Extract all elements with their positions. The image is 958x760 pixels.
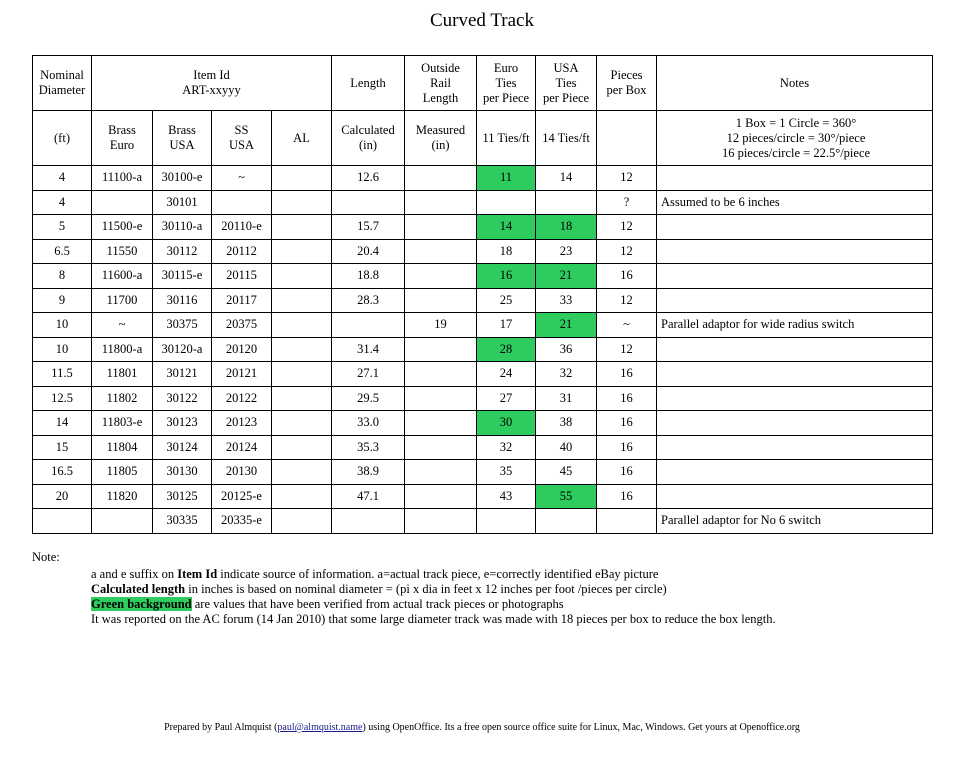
cell-brass-usa: 30123 [153, 411, 212, 436]
table-row [33, 386, 933, 411]
cell-measured-length [405, 264, 477, 289]
note-line-2 [91, 582, 776, 597]
header-usa-rate: 14 Ties/ft [536, 111, 597, 166]
cell-nominal-diameter: 10 [33, 313, 92, 338]
cell-euro-ties: 17 [477, 313, 536, 338]
header-pieces [597, 111, 657, 166]
cell-pieces-per-box: ~ [597, 313, 657, 338]
cell-ss-usa: 20120 [212, 337, 272, 362]
cell-ss-usa: 20124 [212, 435, 272, 460]
cell-euro-ties: 25 [477, 288, 536, 313]
cell-brass-euro [92, 190, 153, 215]
cell-usa-ties: 38 [536, 411, 597, 436]
cell-al [272, 435, 332, 460]
table-row [33, 239, 933, 264]
header-length: Length [332, 56, 405, 111]
note-text: indicate source of information. a=actual track piece, e=correctly identified eBay picture [217, 567, 659, 581]
header-pieces-per-box: Pieces per Box [597, 56, 657, 111]
cell-brass-euro: 11700 [92, 288, 153, 313]
table-row [33, 460, 933, 485]
cell-brass-usa: 30130 [153, 460, 212, 485]
cell-usa-ties: 18 [536, 215, 597, 240]
cell-pieces-per-box: ? [597, 190, 657, 215]
header-outside-rail-length: Outside Rail Length [405, 56, 477, 111]
cell-nominal-diameter: 16.5 [33, 460, 92, 485]
cell-brass-euro: 11820 [92, 484, 153, 509]
cell-usa-ties: 21 [536, 313, 597, 338]
email-link[interactable]: paul@almquist.name [277, 722, 363, 733]
cell-pieces-per-box: 16 [597, 460, 657, 485]
cell-euro-ties: 11 [477, 166, 536, 191]
green-background-label: Green background [91, 597, 192, 611]
cell-notes [657, 435, 933, 460]
cell-euro-ties: 43 [477, 484, 536, 509]
cell-al [272, 337, 332, 362]
cell-brass-usa: 30116 [153, 288, 212, 313]
cell-ss-usa: 20123 [212, 411, 272, 436]
note-lines [91, 567, 776, 627]
cell-notes [657, 484, 933, 509]
cell-measured-length [405, 239, 477, 264]
note-bold: Item Id [177, 567, 218, 581]
cell-ss-usa: 20117 [212, 288, 272, 313]
header-nominal-diameter: Nominal Diameter [33, 56, 92, 111]
header-brass-usa: Brass USA [153, 111, 212, 166]
note-text: a and e suffix on [91, 567, 178, 581]
cell-measured-length [405, 386, 477, 411]
cell-calculated-length: 15.7 [332, 215, 405, 240]
cell-nominal-diameter: 10 [33, 337, 92, 362]
cell-al [272, 264, 332, 289]
note-label: Note: [32, 550, 60, 564]
cell-al [272, 362, 332, 387]
cell-brass-usa: 30110-a [153, 215, 212, 240]
cell-al [272, 215, 332, 240]
cell-brass-usa: 30125 [153, 484, 212, 509]
table-row [33, 190, 933, 215]
cell-al [272, 239, 332, 264]
cell-notes [657, 386, 933, 411]
cell-brass-usa: 30100-e [153, 166, 212, 191]
cell-notes [657, 411, 933, 436]
header-row-2 [33, 111, 933, 166]
table-row [33, 411, 933, 436]
cell-notes [657, 362, 933, 387]
cell-measured-length [405, 484, 477, 509]
cell-ss-usa: 20335-e [212, 509, 272, 534]
table-row [33, 484, 933, 509]
footer-text: Prepared by Paul Almquist ( [164, 722, 278, 733]
cell-nominal-diameter: 5 [33, 215, 92, 240]
cell-pieces-per-box: 12 [597, 166, 657, 191]
cell-calculated-length: 29.5 [332, 386, 405, 411]
cell-brass-euro: 11500-e [92, 215, 153, 240]
footer-text: ) using OpenOffice. Its a free open source office suite for Linux, Mac, Windows. Get yours at Openoffice.org [362, 722, 800, 733]
cell-pieces-per-box: 16 [597, 435, 657, 460]
cell-euro-ties: 16 [477, 264, 536, 289]
cell-pieces-per-box: 12 [597, 215, 657, 240]
cell-pieces-per-box: 16 [597, 264, 657, 289]
cell-usa-ties [536, 509, 597, 534]
cell-brass-usa: 30335 [153, 509, 212, 534]
cell-al [272, 288, 332, 313]
cell-brass-usa: 30122 [153, 386, 212, 411]
header-al: AL [272, 111, 332, 166]
cell-notes: Parallel adaptor for No 6 switch [657, 509, 933, 534]
cell-measured-length [405, 288, 477, 313]
cell-brass-euro: 11600-a [92, 264, 153, 289]
cell-measured-length [405, 509, 477, 534]
note-text: It was reported on the AC forum (14 Jan 2010) that some large diameter track was made with 18 pieces per box to reduce the box length. [91, 612, 776, 626]
cell-pieces-per-box: 12 [597, 337, 657, 362]
cell-usa-ties: 32 [536, 362, 597, 387]
cell-calculated-length: 31.4 [332, 337, 405, 362]
cell-euro-ties: 27 [477, 386, 536, 411]
cell-calculated-length: 12.6 [332, 166, 405, 191]
cell-nominal-diameter: 12.5 [33, 386, 92, 411]
header-row-1 [33, 56, 933, 111]
cell-measured-length [405, 411, 477, 436]
cell-brass-usa: 30101 [153, 190, 212, 215]
cell-euro-ties: 24 [477, 362, 536, 387]
cell-calculated-length [332, 313, 405, 338]
cell-brass-usa: 30112 [153, 239, 212, 264]
cell-ss-usa [212, 190, 272, 215]
cell-brass-euro: 11802 [92, 386, 153, 411]
cell-euro-ties [477, 509, 536, 534]
cell-brass-usa: 30120-a [153, 337, 212, 362]
cell-notes [657, 288, 933, 313]
cell-brass-euro: 11803-e [92, 411, 153, 436]
cell-ss-usa: 20110-e [212, 215, 272, 240]
cell-brass-usa: 30121 [153, 362, 212, 387]
cell-al [272, 411, 332, 436]
cell-ss-usa: 20122 [212, 386, 272, 411]
header-notes-detail: 1 Box = 1 Circle = 360° 12 pieces/circle = 30°/piece 16 pieces/circle = 22.5°/piece [657, 111, 933, 166]
cell-al [272, 509, 332, 534]
table-row [33, 215, 933, 240]
cell-euro-ties: 30 [477, 411, 536, 436]
cell-nominal-diameter: 8 [33, 264, 92, 289]
cell-euro-ties [477, 190, 536, 215]
cell-euro-ties: 18 [477, 239, 536, 264]
cell-nominal-diameter: 15 [33, 435, 92, 460]
header-notes: Notes [657, 56, 933, 111]
note-line-3 [91, 597, 776, 612]
cell-ss-usa: 20115 [212, 264, 272, 289]
cell-brass-euro: 11550 [92, 239, 153, 264]
note-line-4 [91, 612, 776, 627]
cell-calculated-length: 20.4 [332, 239, 405, 264]
table-row [33, 435, 933, 460]
cell-euro-ties: 32 [477, 435, 536, 460]
header-measured: Measured (in) [405, 111, 477, 166]
cell-calculated-length: 35.3 [332, 435, 405, 460]
cell-calculated-length: 18.8 [332, 264, 405, 289]
header-euro-rate: 11 Ties/ft [477, 111, 536, 166]
cell-nominal-diameter: 20 [33, 484, 92, 509]
cell-usa-ties: 55 [536, 484, 597, 509]
cell-brass-euro [92, 509, 153, 534]
cell-brass-usa: 30115-e [153, 264, 212, 289]
cell-notes: Parallel adaptor for wide radius switch [657, 313, 933, 338]
cell-measured-length [405, 435, 477, 460]
cell-euro-ties: 28 [477, 337, 536, 362]
header-usa-ties: USA Ties per Piece [536, 56, 597, 111]
header-brass-euro: Brass Euro [92, 111, 153, 166]
cell-nominal-diameter: 4 [33, 190, 92, 215]
note-text: in inches is based on nominal diameter = (pi x dia in feet x 12 inches per foot /pieces per circle) [185, 582, 667, 596]
cell-calculated-length: 33.0 [332, 411, 405, 436]
table-row [33, 264, 933, 289]
cell-measured-length: 19 [405, 313, 477, 338]
footer [0, 722, 958, 733]
cell-notes [657, 215, 933, 240]
cell-nominal-diameter: 4 [33, 166, 92, 191]
cell-usa-ties [536, 190, 597, 215]
cell-notes [657, 337, 933, 362]
cell-usa-ties: 31 [536, 386, 597, 411]
cell-pieces-per-box: 12 [597, 288, 657, 313]
curved-track-table [32, 55, 933, 534]
cell-measured-length [405, 166, 477, 191]
cell-calculated-length: 27.1 [332, 362, 405, 387]
table-row [33, 337, 933, 362]
table-row [33, 166, 933, 191]
cell-ss-usa: 20130 [212, 460, 272, 485]
cell-notes: Assumed to be 6 inches [657, 190, 933, 215]
cell-usa-ties: 33 [536, 288, 597, 313]
cell-pieces-per-box: 16 [597, 362, 657, 387]
table-row [33, 362, 933, 387]
cell-brass-euro: ~ [92, 313, 153, 338]
cell-calculated-length [332, 190, 405, 215]
cell-usa-ties: 21 [536, 264, 597, 289]
cell-brass-usa: 30375 [153, 313, 212, 338]
header-item-id: Item Id ART-xxyyy [92, 56, 332, 111]
header-ft: (ft) [33, 111, 92, 166]
note-bold: Calculated length [91, 582, 186, 596]
cell-al [272, 190, 332, 215]
cell-al [272, 313, 332, 338]
cell-calculated-length: 47.1 [332, 484, 405, 509]
page-title: Curved Track [430, 10, 534, 31]
cell-al [272, 386, 332, 411]
cell-notes [657, 264, 933, 289]
cell-measured-length [405, 190, 477, 215]
cell-usa-ties: 40 [536, 435, 597, 460]
cell-brass-euro: 11800-a [92, 337, 153, 362]
cell-measured-length [405, 215, 477, 240]
cell-al [272, 484, 332, 509]
cell-measured-length [405, 460, 477, 485]
cell-calculated-length [332, 509, 405, 534]
table-row [33, 313, 933, 338]
cell-ss-usa: 20112 [212, 239, 272, 264]
header-euro-ties: Euro Ties per Piece [477, 56, 536, 111]
cell-usa-ties: 45 [536, 460, 597, 485]
table-row [33, 288, 933, 313]
cell-calculated-length: 38.9 [332, 460, 405, 485]
cell-brass-euro: 11801 [92, 362, 153, 387]
table-row [33, 509, 933, 534]
cell-usa-ties: 23 [536, 239, 597, 264]
cell-brass-usa: 30124 [153, 435, 212, 460]
cell-al [272, 166, 332, 191]
cell-pieces-per-box: 16 [597, 411, 657, 436]
cell-notes [657, 166, 933, 191]
cell-pieces-per-box [597, 509, 657, 534]
cell-nominal-diameter [33, 509, 92, 534]
note-line-1 [91, 567, 776, 582]
cell-euro-ties: 14 [477, 215, 536, 240]
cell-brass-euro: 11100-a [92, 166, 153, 191]
cell-ss-usa: 20125-e [212, 484, 272, 509]
cell-nominal-diameter: 6.5 [33, 239, 92, 264]
cell-al [272, 460, 332, 485]
cell-calculated-length: 28.3 [332, 288, 405, 313]
cell-brass-euro: 11804 [92, 435, 153, 460]
cell-measured-length [405, 362, 477, 387]
cell-pieces-per-box: 16 [597, 484, 657, 509]
header-ss-usa: SS USA [212, 111, 272, 166]
cell-ss-usa: 20121 [212, 362, 272, 387]
cell-pieces-per-box: 16 [597, 386, 657, 411]
cell-pieces-per-box: 12 [597, 239, 657, 264]
cell-nominal-diameter: 14 [33, 411, 92, 436]
cell-usa-ties: 36 [536, 337, 597, 362]
cell-ss-usa: 20375 [212, 313, 272, 338]
cell-nominal-diameter: 11.5 [33, 362, 92, 387]
cell-euro-ties: 35 [477, 460, 536, 485]
note-text: are values that have been verified from actual track pieces or photographs [191, 597, 564, 611]
cell-notes [657, 460, 933, 485]
cell-measured-length [405, 337, 477, 362]
cell-brass-euro: 11805 [92, 460, 153, 485]
cell-usa-ties: 14 [536, 166, 597, 191]
cell-ss-usa: ~ [212, 166, 272, 191]
cell-nominal-diameter: 9 [33, 288, 92, 313]
header-calculated: Calculated (in) [332, 111, 405, 166]
cell-notes [657, 239, 933, 264]
